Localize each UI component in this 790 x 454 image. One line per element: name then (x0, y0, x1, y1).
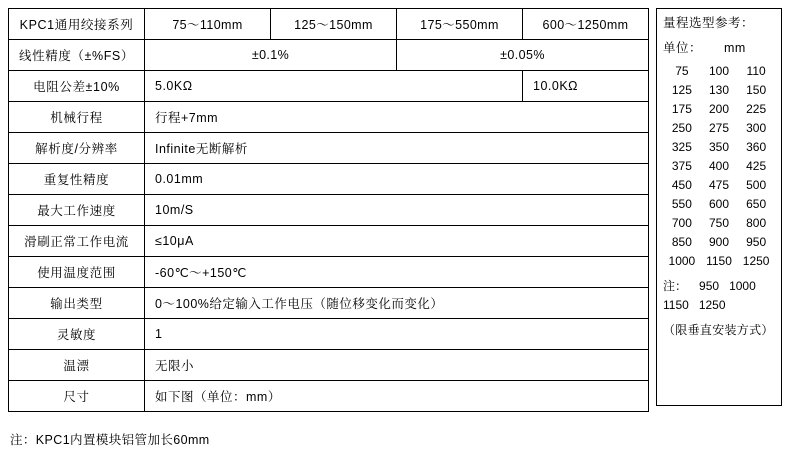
range-cell: 900 (708, 235, 729, 249)
range-cell: 110 (746, 64, 766, 78)
row-value-linearity-2: ±0.05% (397, 40, 649, 71)
range-footer-note: （限垂直安装方式） (663, 323, 774, 337)
table-row (9, 350, 649, 381)
range-values-grid (663, 62, 775, 271)
range-cell: 850 (671, 235, 692, 249)
table-row (9, 257, 649, 288)
range-row (663, 119, 775, 138)
range-row (663, 233, 775, 252)
range-cell: 75 (675, 64, 689, 78)
row-label-temperature-range: 使用温度范围 (9, 257, 145, 288)
row-value-dimensions: 如下图（单位：mm） (145, 381, 649, 412)
table-row (9, 164, 649, 195)
page-footnote: 注：KPC1内置模块铝管加长60mm (10, 433, 210, 447)
range-cell: 1250 (742, 254, 770, 268)
table-row (9, 319, 649, 350)
row-label-temperature-drift: 温漂 (9, 350, 145, 381)
range-cell: 425 (746, 159, 767, 173)
specification-table (8, 8, 649, 412)
range-row (663, 138, 775, 157)
range-unit-label: 单位： (663, 41, 703, 55)
range-cell: 200 (708, 102, 729, 116)
range-note-row (663, 296, 775, 315)
range-note (663, 277, 775, 315)
range-header-3: 175～550mm (397, 9, 523, 40)
range-cell: 1150 (706, 254, 732, 268)
range-row (663, 100, 775, 119)
table-row (9, 102, 649, 133)
range-cell: 360 (746, 140, 767, 154)
range-row (663, 81, 775, 100)
row-label-dimensions: 尺寸 (9, 381, 145, 412)
table-row (9, 381, 649, 412)
range-cell: 400 (708, 159, 729, 173)
row-value-mechanical-travel: 行程+7mm (145, 102, 649, 133)
row-label-max-speed: 最大工作速度 (9, 195, 145, 226)
row-value-output-type: 0～100%给定输入工作电压（随位移变化而变化） (145, 288, 649, 319)
range-cell: 1000 (668, 254, 696, 268)
row-value-sensitivity: 1 (145, 319, 649, 350)
row-label-linearity: 线性精度（±%FS） (9, 40, 145, 71)
range-note-cell: 950 (699, 279, 720, 293)
table-row (9, 195, 649, 226)
table-row-header (9, 9, 649, 40)
row-value-max-speed: 10m/S (145, 195, 649, 226)
range-cell: 175 (671, 102, 692, 116)
row-value-resolution: Infinite无断解析 (145, 133, 649, 164)
range-cell: 450 (671, 178, 692, 192)
row-label-wiper-current: 滑刷正常工作电流 (9, 226, 145, 257)
table-row (9, 40, 649, 71)
row-value-resistance-1: 5.0KΩ (145, 71, 523, 102)
row-label-sensitivity: 灵敏度 (9, 319, 145, 350)
range-cell: 950 (746, 235, 767, 249)
table-row (9, 71, 649, 102)
row-value-temperature-drift: 无限小 (145, 350, 649, 381)
range-cell: 600 (708, 197, 729, 211)
series-label: KPC1通用绞接系列 (9, 9, 145, 40)
range-note-row (663, 277, 775, 296)
range-cell: 275 (708, 121, 729, 135)
range-cell: 300 (746, 121, 767, 135)
range-row (663, 252, 775, 271)
range-cell: 225 (746, 102, 767, 116)
range-row (663, 62, 775, 81)
range-header-4: 600～1250mm (523, 9, 649, 40)
row-value-linearity-1: ±0.1% (145, 40, 397, 71)
range-cell: 130 (708, 83, 729, 97)
range-cell: 700 (671, 216, 692, 230)
range-cell: 375 (671, 159, 692, 173)
range-cell: 550 (671, 197, 692, 211)
range-row (663, 157, 775, 176)
range-cell: 325 (671, 140, 692, 154)
range-cell: 125 (671, 83, 692, 97)
row-label-resistance: 电阻公差±10% (9, 71, 145, 102)
range-row (663, 214, 775, 233)
range-cell: 500 (746, 178, 767, 192)
range-row (663, 176, 775, 195)
range-header-2: 125～150mm (271, 9, 397, 40)
range-unit-value: mm (724, 41, 746, 55)
range-selection-box (656, 8, 782, 406)
row-value-temperature-range: -60℃～+150℃ (145, 257, 649, 288)
range-box-title: 量程选型参考： (663, 16, 755, 30)
range-cell: 350 (708, 140, 729, 154)
range-header-1: 75～110mm (145, 9, 271, 40)
range-note-label: 注： (663, 279, 688, 293)
row-label-output-type: 输出类型 (9, 288, 145, 319)
table-row (9, 288, 649, 319)
table-row (9, 226, 649, 257)
range-row (663, 195, 775, 214)
range-cell: 650 (746, 197, 767, 211)
table-row (9, 133, 649, 164)
row-value-resistance-2: 10.0KΩ (523, 71, 649, 102)
range-note-cell: 1150 (663, 298, 689, 312)
row-label-resolution: 解析度/分辨率 (9, 133, 145, 164)
row-value-repeatability: 0.01mm (145, 164, 649, 195)
range-unit-line (663, 38, 775, 56)
row-value-wiper-current: ≤10μA (145, 226, 649, 257)
range-cell: 800 (746, 216, 767, 230)
range-cell: 475 (708, 178, 729, 192)
range-note-cell: 1000 (729, 279, 756, 293)
range-cell: 150 (746, 83, 767, 97)
row-label-repeatability: 重复性精度 (9, 164, 145, 195)
range-cell: 100 (708, 64, 729, 78)
range-note-cell: 1250 (698, 298, 726, 312)
range-cell: 750 (708, 216, 729, 230)
range-cell: 250 (671, 121, 692, 135)
row-label-mechanical-travel: 机械行程 (9, 102, 145, 133)
